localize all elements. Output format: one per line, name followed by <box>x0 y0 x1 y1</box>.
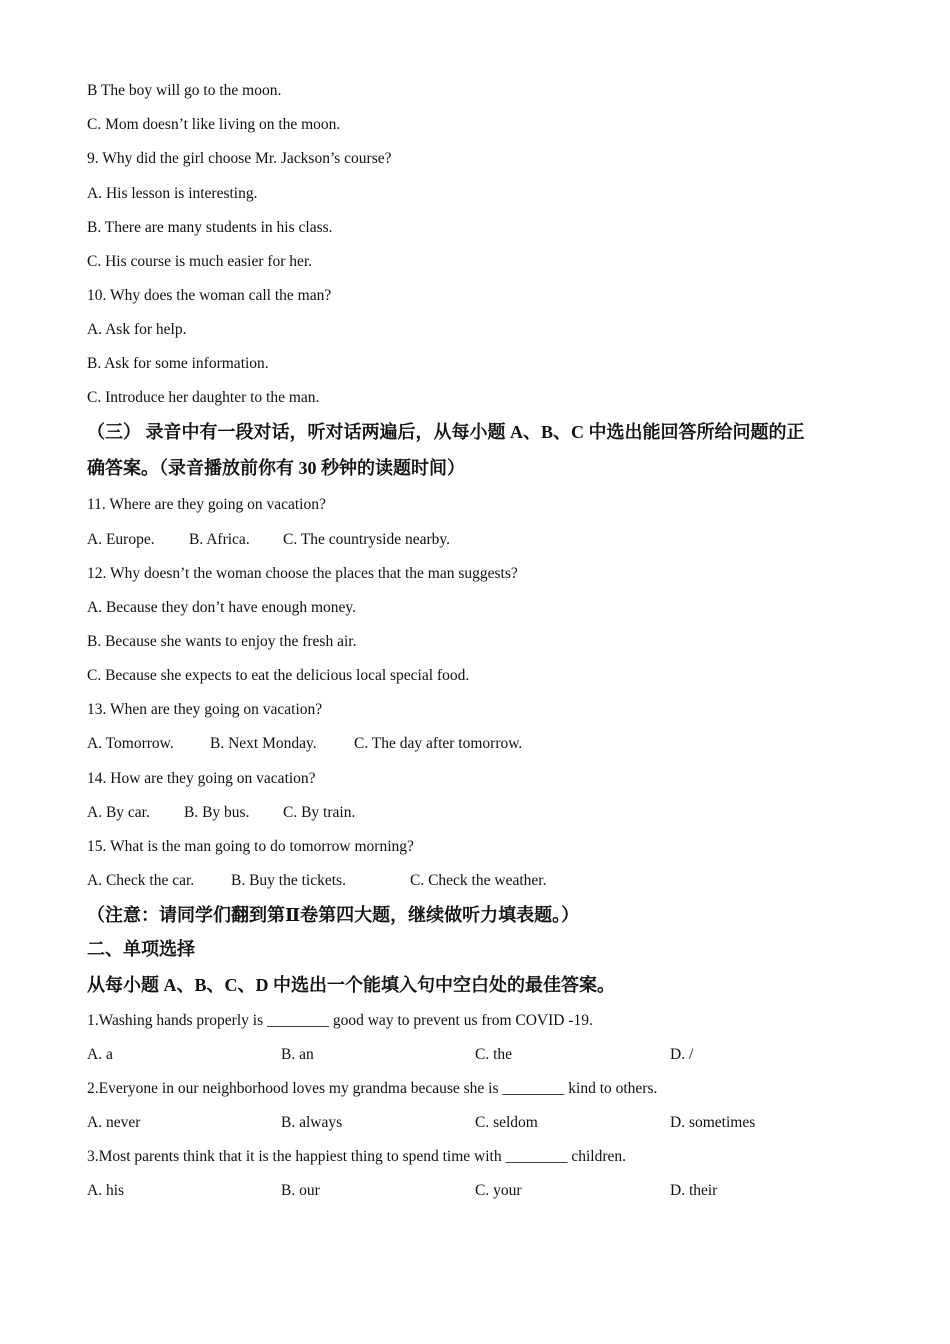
mc-q2-question: 2.Everyone in our neighborhood loves my grandma because she is ________ kind to others. <box>87 1080 658 1097</box>
q13-question: 13. When are they going on vacation? <box>87 701 323 718</box>
q10-question: 10. Why does the woman call the man? <box>87 287 332 304</box>
mc-q3-option-d: D. their <box>670 1182 718 1199</box>
q11-option-c: C. The countryside nearby. <box>283 531 451 548</box>
mc-q3-question: 3.Most parents think that it is the happiest thing to spend time with ________ children. <box>87 1148 626 1165</box>
q10-option-b: B. Ask for some information. <box>87 355 269 372</box>
listening-note: （注意：请同学们翻到第Ⅱ卷第四大题，继续做听力填表题。） <box>87 905 580 925</box>
mc-q1-option-d: D. / <box>670 1046 694 1063</box>
q15-option-a: A. Check the car. <box>87 872 195 889</box>
q13-option-c: C. The day after tomorrow. <box>354 735 523 752</box>
mc-q1-option-b: B. an <box>281 1046 314 1063</box>
q14-option-c: C. By train. <box>283 804 356 821</box>
mc-q1-question: 1.Washing hands properly is ________ good way to prevent us from COVID -19. <box>87 1012 593 1029</box>
q14-option-b: B. By bus. <box>184 804 250 821</box>
q11-option-a: A. Europe. <box>87 531 155 548</box>
part3-heading-line1: （三） 录音中有一段对话，听对话两遍后，从每小题 A、B、C 中选出能回答所给问题的正 <box>87 422 805 442</box>
q13-option-b: B. Next Monday. <box>210 735 317 752</box>
section2-instruction: 从每小题 A、B、C、D 中选出一个能填入句中空白处的最佳答案。 <box>87 975 616 995</box>
q9-option-b: B. There are many students in his class. <box>87 219 333 236</box>
q8-option-c: C. Mom doesn’t like living on the moon. <box>87 116 341 133</box>
mc-q1-option-a: A. a <box>87 1046 113 1063</box>
q10-option-c: C. Introduce her daughter to the man. <box>87 389 320 406</box>
mc-q1-option-c: C. the <box>475 1046 513 1063</box>
mc-q3-option-b: B. our <box>281 1182 320 1199</box>
q15-question: 15. What is the man going to do tomorrow morning? <box>87 838 414 855</box>
q12-option-c: C. Because she expects to eat the delicious local special food. <box>87 667 470 684</box>
q12-option-b: B. Because she wants to enjoy the fresh air. <box>87 633 357 650</box>
part3-heading-line2: 确答案。（录音播放前你有 30 秒钟的读题时间） <box>87 458 465 478</box>
mc-q3-option-a: A. his <box>87 1182 125 1199</box>
q13-option-a: A. Tomorrow. <box>87 735 174 752</box>
q11-option-b: B. Africa. <box>189 531 250 548</box>
mc-q2-option-b: B. always <box>281 1114 343 1131</box>
q14-question: 14. How are they going on vacation? <box>87 770 316 787</box>
q8-option-b: B The boy will go to the moon. <box>87 82 282 99</box>
mc-q2-option-d: D. sometimes <box>670 1114 756 1131</box>
mc-q2-option-a: A. never <box>87 1114 141 1131</box>
q15-option-b: B. Buy the tickets. <box>231 872 346 889</box>
q11-question: 11. Where are they going on vacation? <box>87 496 326 513</box>
q9-option-a: A. His lesson is interesting. <box>87 185 258 202</box>
q14-option-a: A. By car. <box>87 804 150 821</box>
q10-option-a: A. Ask for help. <box>87 321 187 338</box>
q9-option-c: C. His course is much easier for her. <box>87 253 313 270</box>
mc-q2-option-c: C. seldom <box>475 1114 538 1131</box>
q15-option-c: C. Check the weather. <box>410 872 547 889</box>
q12-question: 12. Why doesn’t the woman choose the places that the man suggests? <box>87 565 518 582</box>
q12-option-a: A. Because they don’t have enough money. <box>87 599 357 616</box>
section2-title: 二、单项选择 <box>87 939 195 959</box>
mc-q3-option-c: C. your <box>475 1182 522 1199</box>
q9-question: 9. Why did the girl choose Mr. Jackson’s course? <box>87 150 392 167</box>
